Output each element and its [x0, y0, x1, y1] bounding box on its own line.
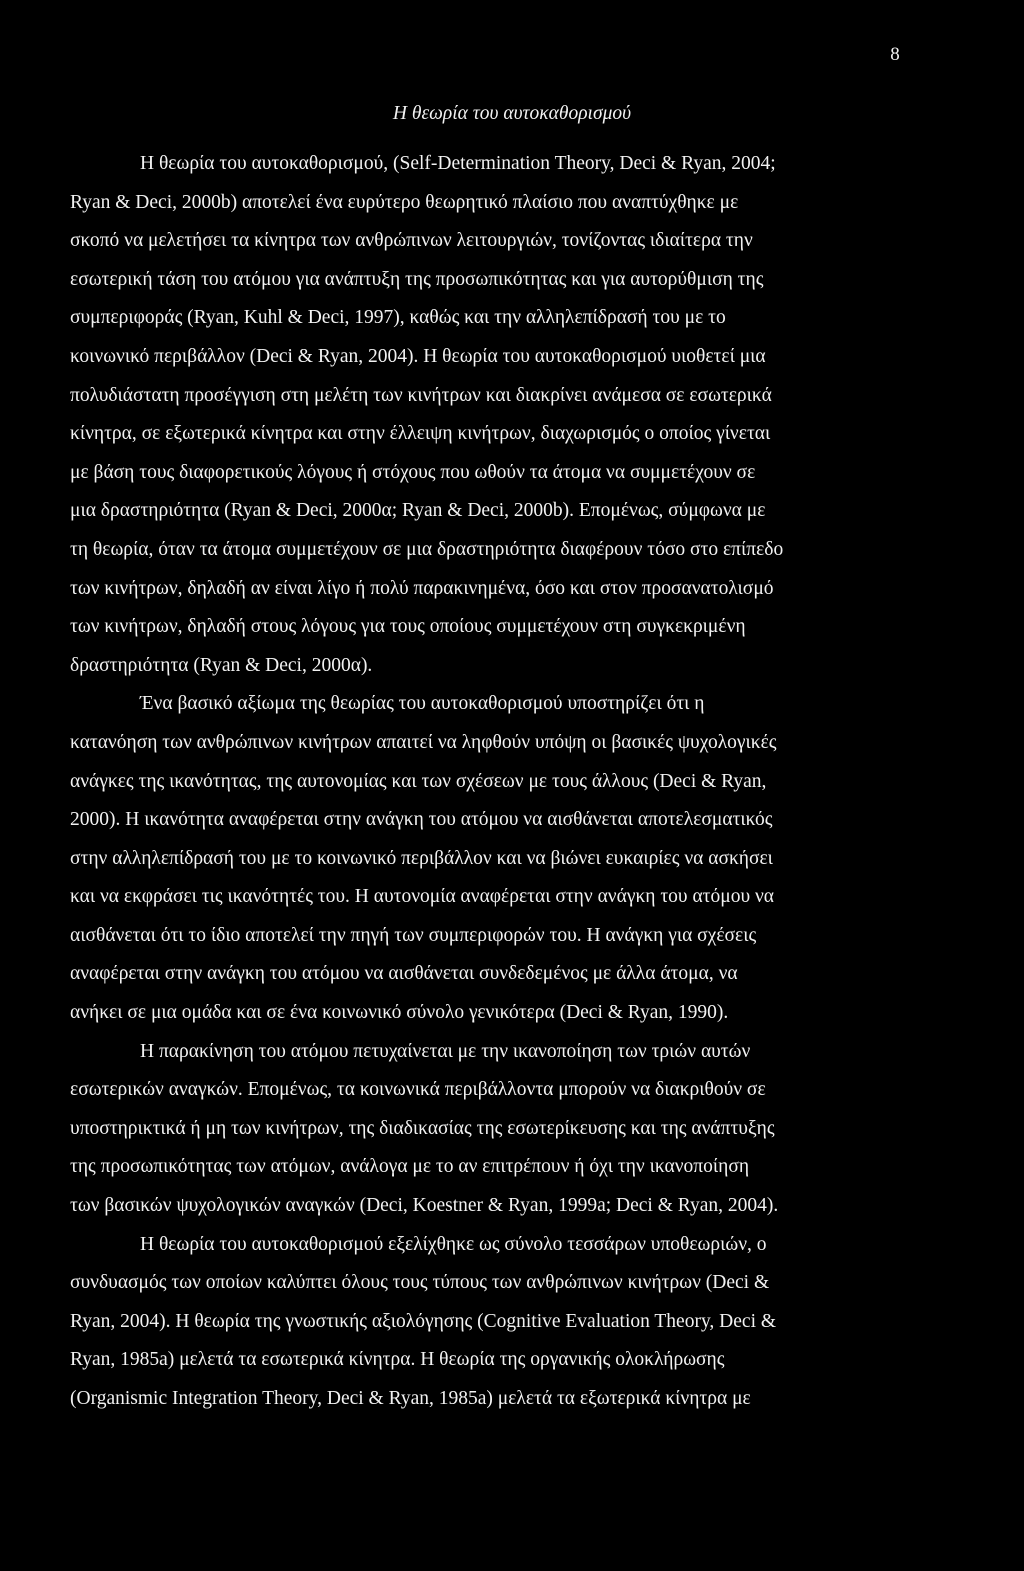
text-line: στην αλληλεπίδρασή του με το κοινωνικό περιβάλλον και να βιώνει ευκαιρίες να ασκήσει: [70, 847, 773, 869]
text-line: τη θεωρία, όταν τα άτομα συμμετέχουν σε μια δραστηριότητα διαφέρουν τόσο στο επίπεδο: [70, 538, 784, 560]
text-line: μια δραστηριότητα (Ryan & Deci, 2000α; Ryan & Deci, 2000b). Επομένως, σύμφωνα με: [70, 500, 766, 522]
text-line: Η θεωρία του αυτοκαθορισμού εξελίχθηκε ως σύνολο τεσσάρων υποθεωριών, ο: [140, 1233, 767, 1255]
text-line: κατανόηση των ανθρώπινων κινήτρων απαιτεί να ληφθούν υπόψη οι βασικές ψυχολογικές: [70, 731, 777, 753]
text-line: 2000). Η ικανότητα αναφέρεται στην ανάγκη του ατόμου να αισθάνεται αποτελεσματικός: [70, 809, 773, 831]
text-line: των βασικών ψυχολογικών αναγκών (Deci, Koestner & Ryan, 1999a; Deci & Ryan, 2004).: [70, 1195, 779, 1217]
text-line: των κινήτρων, δηλαδή αν είναι λίγο ή πολύ παρακινημένα, όσο και στον προσανατολισμό: [70, 577, 774, 599]
section-title: Η θεωρία του αυτοκαθορισμού: [392, 103, 632, 124]
text-line: κίνητρα, σε εξωτερικά κίνητρα και στην έλλειψη κινήτρων, διαχωρισμός ο οποίος γίνεται: [70, 423, 771, 445]
text-line: με βάση τους διαφορετικούς λόγους ή στόχους που ωθούν τα άτομα να συμμετέχουν σε: [70, 461, 756, 483]
text-line: Ryan & Deci, 2000b) αποτελεί ένα ευρύτερο θεωρητικό πλαίσιο που αναπτύχθηκε με: [70, 191, 739, 213]
text-line: αναφέρεται στην ανάγκη του ατόμου να αισθάνεται συνδεδεμένος με άλλα άτομα, να: [70, 963, 738, 985]
text-line: ανήκει σε μια ομάδα και σε ένα κοινωνικό σύνολο γενικότερα (Deci & Ryan, 1990).: [70, 1002, 729, 1024]
text-line: (Organismic Integration Theory, Deci & Ryan, 1985a) μελετά τα εξωτερικά κίνητρα με: [70, 1388, 751, 1409]
text-line: εσωτερική τάση του ατόμου για ανάπτυξη της προσωπικότητας και για αυτορύθμιση της: [70, 268, 764, 290]
text-line: ανάγκες της ικανότητας, της αυτονομίας και των σχέσεων με τους άλλους (Deci & Ryan,: [70, 770, 767, 792]
text-line: πολυδιάστατη προσέγγιση στη μελέτη των κινήτρων και διακρίνει ανάμεσα σε εσωτερικά: [70, 384, 772, 406]
text-line: Η παρακίνηση του ατόμου πετυχαίνεται με την ικανοποίηση των τριών αυτών: [140, 1040, 751, 1062]
text-line: κοινωνικό περιβάλλον (Deci & Ryan, 2004). Η θεωρία του αυτοκαθορισμού υιοθετεί μια: [70, 345, 766, 367]
text-line: υποστηρικτικά ή μη των κινήτρων, της διαδικασίας της εσωτερίκευσης και της ανάπτυξης: [70, 1117, 775, 1139]
text-line: και να εκφράσει τις ικανότητές του. Η αυτονομία αναφέρεται στην ανάγκη του ατόμου να: [70, 886, 775, 908]
body-text: [70, 145, 960, 1419]
text-line: συμπεριφοράς (Ryan, Kuhl & Deci, 1997), καθώς και την αλληλεπίδρασή του με το: [70, 307, 726, 329]
page-number: 8: [890, 44, 900, 65]
text-line: των κινήτρων, δηλαδή στους λόγους για τους οποίους συμμετέχουν στη συγκεκριμένη: [70, 616, 746, 638]
text-line: Ryan, 1985a) μελετά τα εσωτερικά κίνητρα. Η θεωρία της οργανικής ολοκλήρωσης: [70, 1349, 725, 1371]
text-line: της προσωπικότητας των ατόμων, ανάλογα με το αν επιτρέπουν ή όχι την ικανοποίηση: [70, 1156, 750, 1178]
text-line: Ένα βασικό αξίωμα της θεωρίας του αυτοκαθορισμού υποστηρίζει ότι η: [140, 693, 705, 715]
text-line: συνδυασμός των οποίων καλύπτει όλους τους τύπους των ανθρώπινων κινήτρων (Deci &: [70, 1272, 770, 1294]
text-line: αισθάνεται ότι το ίδιο αποτελεί την πηγή των συμπεριφορών του. Η ανάγκη για σχέσεις: [70, 924, 757, 946]
text-line: δραστηριότητα (Ryan & Deci, 2000α).: [70, 654, 373, 676]
text-line: Ryan, 2004). Η θεωρία της γνωστικής αξιολόγησης (Cognitive Evaluation Theory, Deci &: [70, 1310, 777, 1332]
text-line: Η θεωρία του αυτοκαθορισμού, (Self-Determination Theory, Deci & Ryan, 2004;: [140, 153, 776, 174]
text-line: εσωτερικών αναγκών. Επομένως, τα κοινωνικά περιβάλλοντα μπορούν να διακριθούν σε: [70, 1079, 766, 1101]
text-line: σκοπό να μελετήσει τα κίνητρα των ανθρώπινων λειτουργιών, τονίζοντας ιδιαίτερα την: [70, 230, 753, 252]
